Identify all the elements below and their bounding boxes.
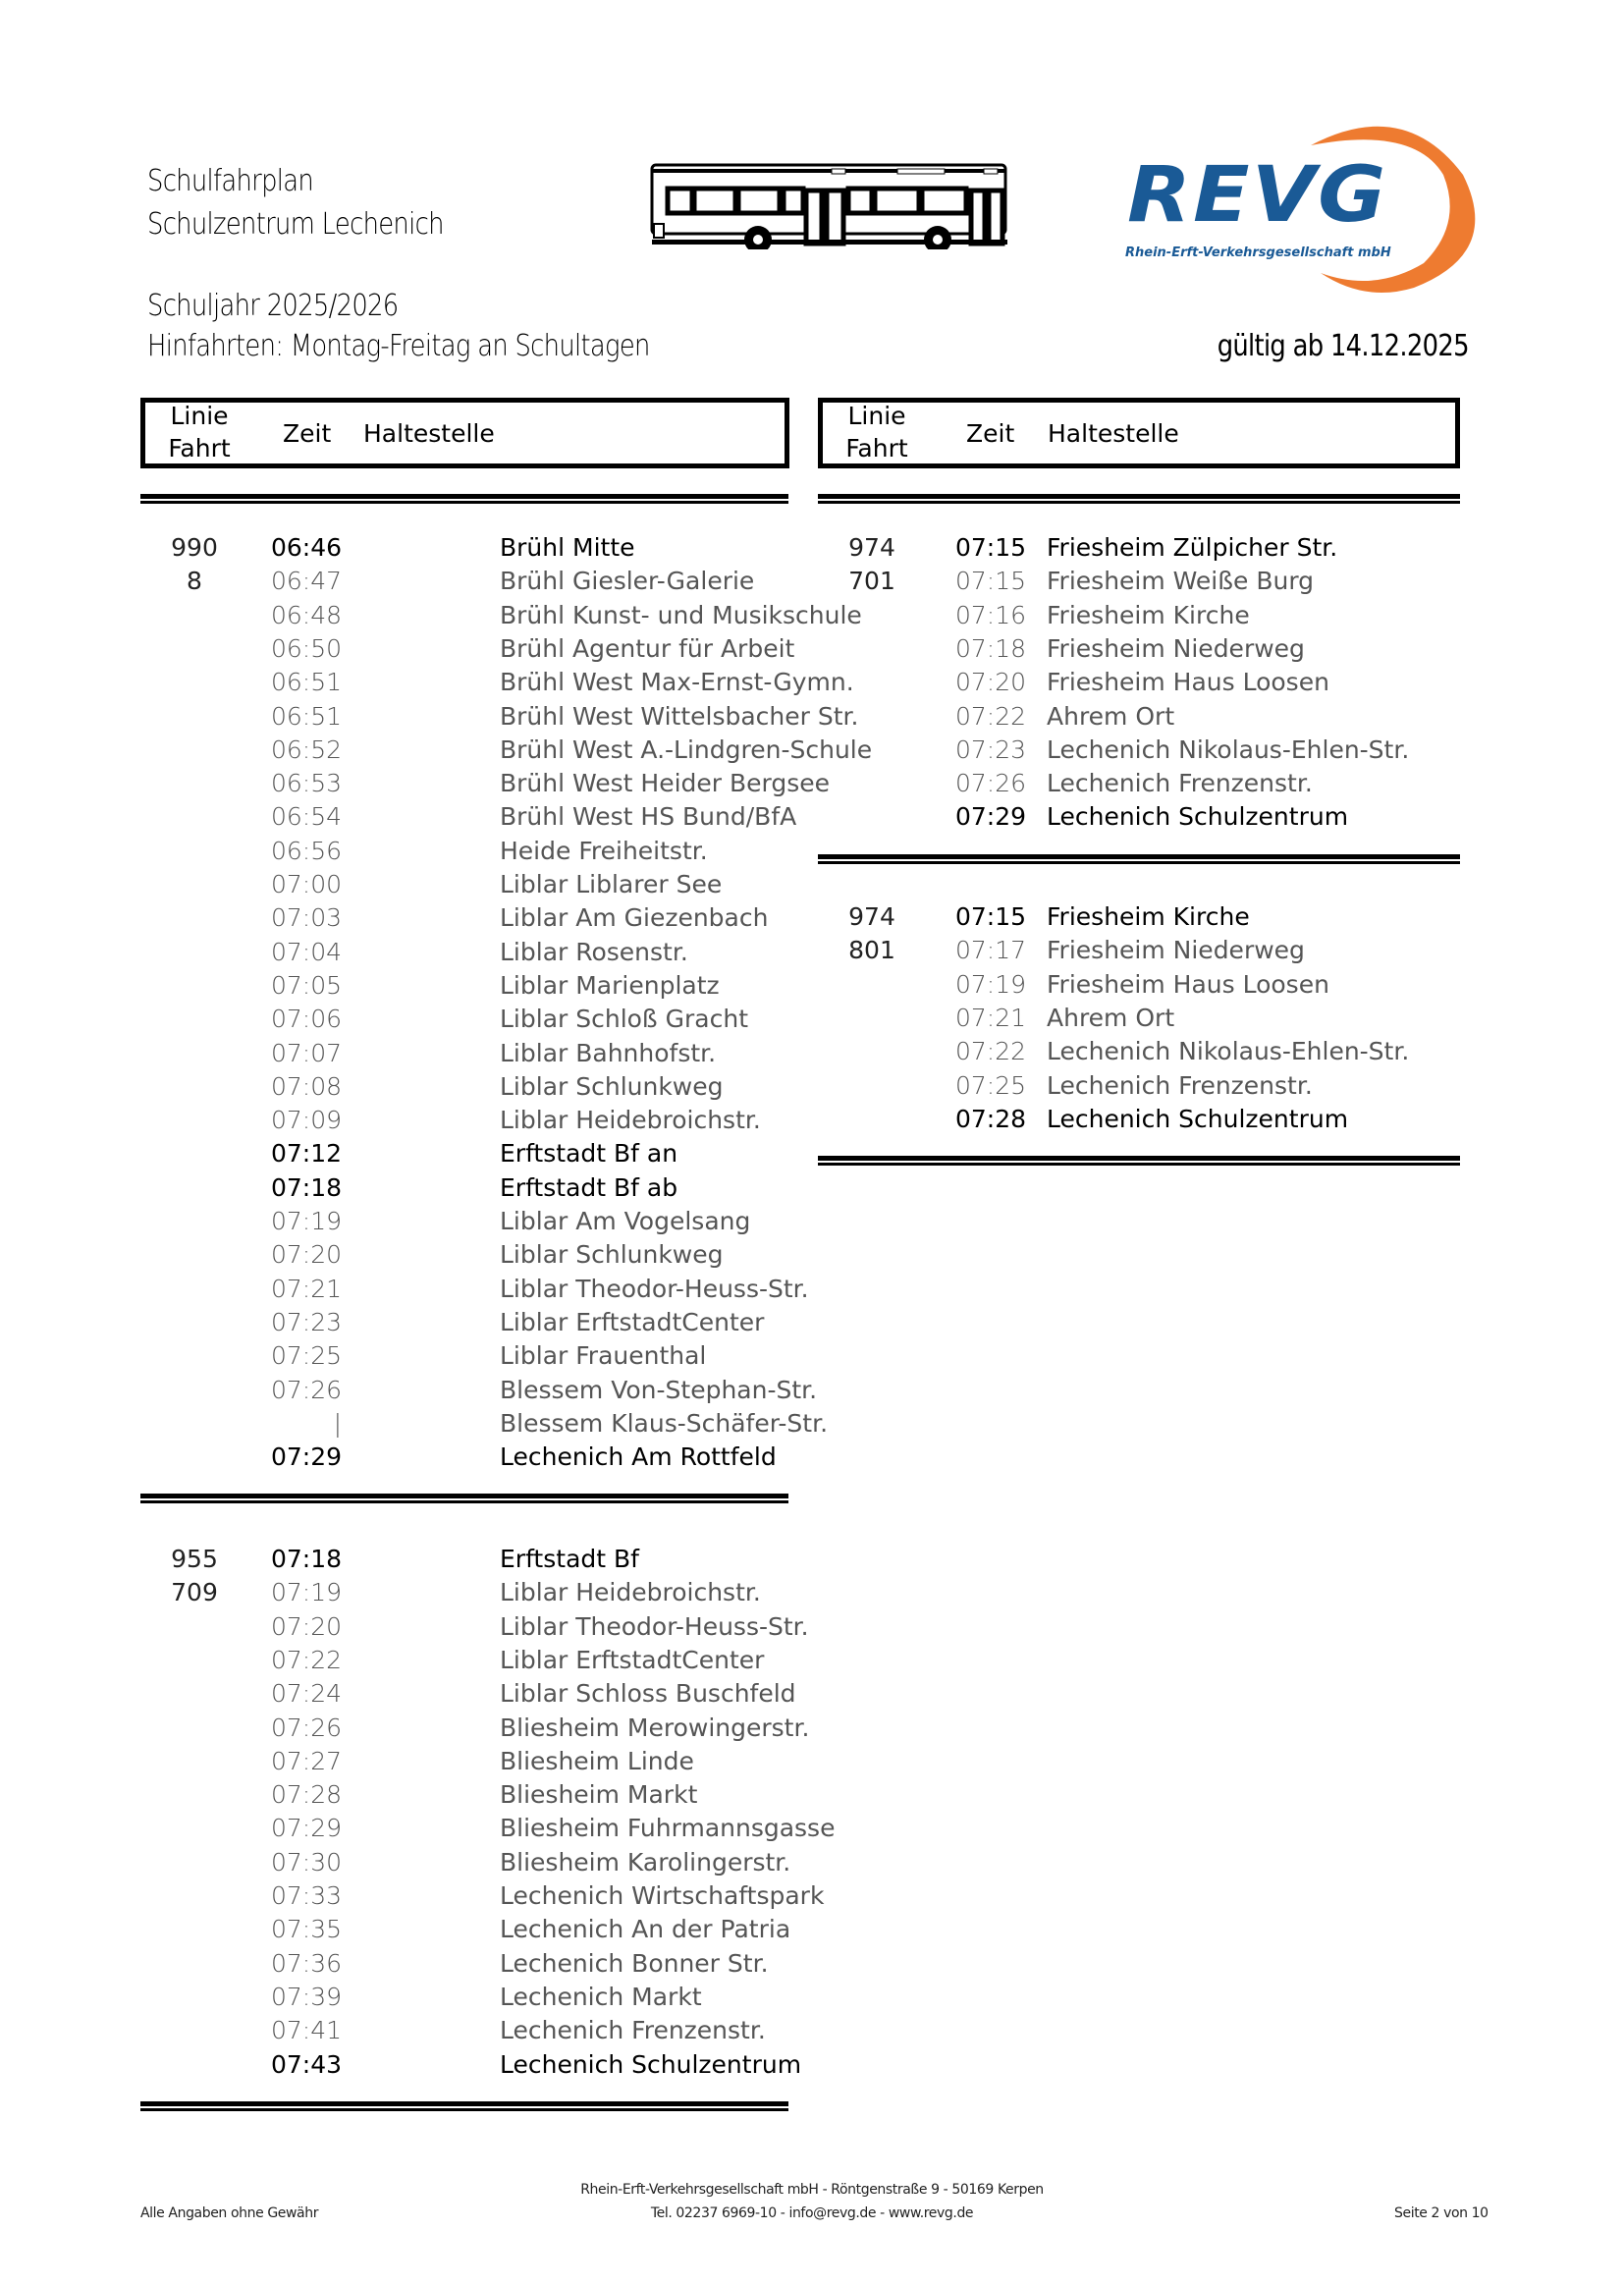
stop-name: Erftstadt Bf an bbox=[500, 1139, 678, 1169]
table-row bbox=[140, 1374, 818, 1407]
stop-name: Bliesheim Karolingerstr. bbox=[500, 1847, 791, 1877]
table-row bbox=[140, 1879, 825, 1913]
departure-time: 07:18 bbox=[270, 1172, 342, 1202]
departure-time: 07:30 bbox=[270, 1847, 342, 1877]
stop-name: Liblar Heidebroichstr. bbox=[500, 1106, 761, 1135]
departure-time: 07:19 bbox=[270, 1207, 342, 1235]
table-row bbox=[818, 531, 1460, 565]
table-row bbox=[140, 1003, 788, 1036]
block-divider bbox=[818, 1156, 1460, 1166]
table-row bbox=[140, 767, 831, 800]
table-row bbox=[140, 901, 788, 935]
stop-name: Lechenich Markt bbox=[500, 1982, 702, 2011]
departure-time: 07:26 bbox=[270, 1375, 342, 1404]
departure-time: 07:22 bbox=[270, 1645, 342, 1674]
table-row bbox=[818, 767, 1460, 800]
table-row bbox=[818, 800, 1460, 834]
departure-time: 07:19 bbox=[954, 969, 1026, 999]
departure-time: 07:17 bbox=[954, 936, 1026, 965]
stop-name: Friesheim Niederweg bbox=[1047, 936, 1305, 965]
stop-name: Lechenich An der Patria bbox=[500, 1915, 791, 1944]
table-row bbox=[140, 734, 873, 767]
table-row bbox=[140, 1171, 788, 1205]
stop-name: Blessem Von-Stephan-Str. bbox=[500, 1375, 818, 1404]
stop-name: Brühl Giesler-Galerie bbox=[500, 567, 755, 596]
departure-time: 07:27 bbox=[270, 1746, 342, 1775]
table-row bbox=[818, 1035, 1460, 1068]
table-row bbox=[140, 599, 862, 632]
stop-name: Liblar Rosenstr. bbox=[500, 937, 688, 966]
table-row bbox=[818, 734, 1460, 767]
table-row bbox=[140, 1543, 788, 1576]
stop-name: Lechenich Wirtschaftspark bbox=[500, 1881, 825, 1910]
stop-name: Lechenich Bonner Str. bbox=[500, 1948, 769, 1978]
table-row bbox=[140, 868, 788, 901]
table-row bbox=[140, 1104, 788, 1137]
stop-name: Friesheim Zülpicher Str. bbox=[1047, 533, 1338, 562]
stop-name: Bliesheim Merowingerstr. bbox=[500, 1713, 810, 1742]
stop-name: Friesheim Haus Loosen bbox=[1047, 668, 1329, 697]
stop-name: Liblar Theodor-Heuss-Str. bbox=[500, 1274, 809, 1303]
departure-time: 07:15 bbox=[954, 533, 1026, 562]
departure-time: 07:23 bbox=[270, 1307, 342, 1336]
table-row bbox=[140, 1644, 788, 1677]
stop-name: Liblar Bahnhofstr. bbox=[500, 1038, 717, 1067]
stop-name: Liblar Schloß Gracht bbox=[500, 1005, 748, 1034]
header-linie: Linie bbox=[170, 402, 229, 430]
table-row bbox=[140, 1712, 810, 1745]
departure-time: 06:56 bbox=[270, 836, 342, 865]
fahrt-number: 8 bbox=[187, 567, 202, 596]
departure-time: 07:18 bbox=[954, 633, 1026, 663]
departure-time: 07:19 bbox=[270, 1578, 342, 1607]
footer-address: Rhein-Erft-Verkehrsgesellschaft mbH - Röntgenstraße 9 - 50169 Kerpen bbox=[580, 2182, 1044, 2198]
block-divider bbox=[140, 1494, 788, 1503]
header-haltestelle: Haltestelle bbox=[363, 419, 495, 448]
departure-time: 07:24 bbox=[270, 1679, 342, 1709]
table-row bbox=[818, 968, 1460, 1002]
stop-name: Lechenich Frenzenstr. bbox=[1047, 769, 1313, 798]
departure-time: 07:20 bbox=[270, 1240, 342, 1270]
table-row bbox=[140, 1070, 788, 1104]
table-row bbox=[140, 1745, 788, 1778]
table-row bbox=[140, 1947, 788, 1981]
table-row bbox=[140, 1812, 836, 1845]
stop-name: Bliesheim Markt bbox=[500, 1780, 698, 1810]
block-divider bbox=[140, 2101, 788, 2111]
departure-time: 07:29 bbox=[270, 1442, 342, 1472]
table-row bbox=[140, 2048, 802, 2082]
departure-time: 07:16 bbox=[954, 600, 1026, 629]
fahrt-number: 701 bbox=[848, 567, 895, 596]
departure-time: 07:39 bbox=[270, 1982, 342, 2011]
column-header-left bbox=[140, 398, 789, 468]
table-row bbox=[140, 1238, 788, 1272]
table-row bbox=[140, 1610, 809, 1644]
logo-text: REVG bbox=[1127, 151, 1388, 240]
stop-name: Ahrem Ort bbox=[1047, 701, 1175, 731]
departure-time: 07:25 bbox=[270, 1341, 342, 1371]
stop-name: Liblar ErftstadtCenter bbox=[500, 1645, 765, 1674]
table-row bbox=[818, 700, 1460, 734]
table-row bbox=[140, 1339, 788, 1373]
stop-name: Brühl West A.-Lindgren-Schule bbox=[500, 734, 873, 764]
departure-time: 07:04 bbox=[270, 937, 342, 966]
stop-name: Liblar Heidebroichstr. bbox=[500, 1578, 761, 1607]
header-zeit: Zeit bbox=[283, 419, 332, 448]
departure-time: 07:22 bbox=[954, 701, 1026, 731]
table-row bbox=[140, 1037, 788, 1070]
table-row bbox=[140, 1441, 788, 1474]
stop-name: Liblar Schlunkweg bbox=[500, 1071, 724, 1101]
departure-time: 07:36 bbox=[270, 1948, 342, 1978]
logo-tagline: Rhein-Erft-Verkehrsgesellschaft mbH bbox=[1125, 245, 1391, 260]
table-row bbox=[140, 1778, 788, 1812]
departure-time: 07:21 bbox=[270, 1274, 342, 1303]
stop-name: Brühl West Wittelsbacher Str. bbox=[500, 701, 859, 731]
table-row bbox=[140, 936, 788, 969]
table-row bbox=[140, 1576, 788, 1609]
departure-time: | bbox=[333, 1408, 342, 1438]
departure-time: 07:00 bbox=[270, 870, 342, 898]
table-row bbox=[818, 1069, 1460, 1103]
header-linie: Linie bbox=[847, 402, 906, 430]
departure-time: 06:53 bbox=[270, 769, 342, 798]
stop-name: Bliesheim Fuhrmannsgasse bbox=[500, 1814, 836, 1843]
stop-name: Liblar Theodor-Heuss-Str. bbox=[500, 1611, 809, 1641]
header-haltestelle: Haltestelle bbox=[1048, 419, 1179, 448]
header-fahrt: Fahrt bbox=[845, 434, 908, 462]
departure-time: 07:41 bbox=[270, 2016, 342, 2045]
stop-name: Liblar Schloss Buschfeld bbox=[500, 1679, 796, 1709]
stop-name: Brühl Kunst- und Musikschule bbox=[500, 600, 862, 629]
table-row bbox=[140, 1846, 791, 1879]
table-row bbox=[140, 1981, 788, 2014]
stop-name: Ahrem Ort bbox=[1047, 1003, 1175, 1032]
table-row bbox=[818, 1103, 1460, 1136]
departure-time: 07:26 bbox=[270, 1713, 342, 1742]
departure-time: 07:29 bbox=[270, 1814, 342, 1843]
departure-time: 07:08 bbox=[270, 1071, 342, 1101]
departure-time: 06:47 bbox=[270, 567, 342, 596]
stop-name: Brühl Mitte bbox=[500, 533, 635, 562]
table-row bbox=[140, 2014, 788, 2047]
departure-time: 06:48 bbox=[270, 600, 342, 629]
departure-time: 07:06 bbox=[270, 1005, 342, 1034]
bus-icon bbox=[650, 161, 1011, 249]
linie-number: 990 bbox=[171, 533, 218, 562]
title-schulfahrplan: Schulfahrplan bbox=[147, 164, 314, 198]
fahrt-number: 709 bbox=[171, 1578, 218, 1607]
stop-name: Lechenich Nikolaus-Ehlen-Str. bbox=[1047, 1037, 1410, 1066]
stop-name: Liblar Am Vogelsang bbox=[500, 1207, 751, 1235]
table-row bbox=[818, 565, 1460, 598]
stop-name: Bliesheim Linde bbox=[500, 1746, 694, 1775]
stop-name: Friesheim Weiße Burg bbox=[1047, 567, 1315, 596]
departure-time: 07:20 bbox=[954, 668, 1026, 697]
departure-time: 07:21 bbox=[954, 1003, 1026, 1032]
linie-number: 974 bbox=[848, 902, 895, 931]
departure-time: 07:29 bbox=[954, 802, 1026, 832]
departure-time: 07:07 bbox=[270, 1038, 342, 1067]
stop-name: Brühl West HS Bund/BfA bbox=[500, 802, 797, 832]
stop-name: Lechenich Am Rottfeld bbox=[500, 1442, 777, 1472]
table-row bbox=[818, 632, 1460, 666]
footer-contact: Tel. 02237 6969-10 - info@revg.de - www.revg.de bbox=[650, 2205, 974, 2221]
stop-name: Friesheim Niederweg bbox=[1047, 633, 1305, 663]
header-linie-fahrt bbox=[823, 400, 931, 464]
table-row bbox=[140, 1407, 829, 1441]
linie-number: 974 bbox=[848, 533, 895, 562]
stop-name: Friesheim Kirche bbox=[1047, 600, 1250, 629]
header-linie-fahrt bbox=[145, 400, 253, 464]
departure-time: 07:09 bbox=[270, 1106, 342, 1135]
departure-time: 07:05 bbox=[270, 970, 342, 1000]
table-row bbox=[818, 934, 1460, 967]
table-row bbox=[818, 599, 1460, 632]
stop-name: Lechenich Schulzentrum bbox=[1047, 1104, 1349, 1133]
stop-name: Lechenich Nikolaus-Ehlen-Str. bbox=[1047, 734, 1410, 764]
table-row bbox=[818, 1002, 1460, 1035]
title-school: Schulzentrum Lechenich bbox=[147, 207, 444, 242]
stop-name: Liblar Liblarer See bbox=[500, 870, 723, 898]
departure-time: 07:12 bbox=[270, 1139, 342, 1169]
table-row bbox=[140, 1677, 796, 1711]
table-row bbox=[140, 1137, 788, 1170]
table-row bbox=[140, 1205, 788, 1238]
school-year: Schuljahr 2025/2026 bbox=[147, 289, 399, 323]
table-row bbox=[818, 900, 1460, 934]
departure-time: 06:52 bbox=[270, 734, 342, 764]
stop-name: Brühl Agentur für Arbeit bbox=[500, 633, 795, 663]
departure-time: 07:33 bbox=[270, 1881, 342, 1910]
table-row bbox=[140, 1913, 791, 1946]
table-row bbox=[140, 700, 859, 734]
stop-name: Friesheim Kirche bbox=[1047, 902, 1250, 931]
departure-time: 07:18 bbox=[270, 1545, 342, 1573]
departure-time: 06:51 bbox=[270, 668, 342, 697]
linie-number: 955 bbox=[171, 1545, 218, 1573]
departure-time: 06:51 bbox=[270, 701, 342, 731]
table-row bbox=[140, 531, 788, 565]
departure-time: 07:28 bbox=[270, 1780, 342, 1810]
departure-time: 06:46 bbox=[270, 533, 342, 562]
stop-name: Lechenich Frenzenstr. bbox=[1047, 1070, 1313, 1100]
stop-name: Erftstadt Bf bbox=[500, 1545, 639, 1573]
departure-time: 07:23 bbox=[954, 734, 1026, 764]
departure-time: 07:22 bbox=[954, 1037, 1026, 1066]
table-row bbox=[140, 666, 854, 699]
table-row bbox=[140, 800, 797, 834]
stop-name: Liblar Marienplatz bbox=[500, 970, 720, 1000]
departure-time: 07:26 bbox=[954, 769, 1026, 798]
fahrt-number: 801 bbox=[848, 936, 895, 965]
departure-time: 07:03 bbox=[270, 903, 342, 933]
divider bbox=[140, 494, 788, 504]
table-row bbox=[140, 632, 795, 666]
departure-time: 07:20 bbox=[270, 1611, 342, 1641]
block-divider bbox=[818, 854, 1460, 864]
table-row bbox=[140, 969, 788, 1003]
stop-name: Liblar Schlunkweg bbox=[500, 1240, 724, 1270]
table-row bbox=[140, 835, 788, 868]
table-row bbox=[140, 1273, 809, 1306]
column-header-right bbox=[818, 398, 1460, 468]
departure-time: 07:25 bbox=[954, 1070, 1026, 1100]
table-row bbox=[140, 565, 788, 598]
departure-time: 07:35 bbox=[270, 1915, 342, 1944]
stop-name: Heide Freiheitstr. bbox=[500, 836, 708, 865]
stop-name: Liblar ErftstadtCenter bbox=[500, 1307, 765, 1336]
departure-time: 07:28 bbox=[954, 1104, 1026, 1133]
stop-name: Lechenich Frenzenstr. bbox=[500, 2016, 766, 2045]
departure-time: 07:43 bbox=[270, 2049, 342, 2079]
stop-name: Lechenich Schulzentrum bbox=[500, 2049, 802, 2079]
stop-name: Brühl West Heider Bergsee bbox=[500, 769, 831, 798]
footer-page: Seite 2 von 10 bbox=[1394, 2205, 1489, 2221]
stop-name: Brühl West Max-Ernst-Gymn. bbox=[500, 668, 854, 697]
stop-name: Blessem Klaus-Schäfer-Str. bbox=[500, 1408, 829, 1438]
departure-time: 06:50 bbox=[270, 633, 342, 663]
revg-logo bbox=[1119, 116, 1483, 302]
subtitle-hinfahrten: Hinfahrten: Montag-Freitag an Schultagen bbox=[147, 329, 650, 363]
departure-time: 07:15 bbox=[954, 567, 1026, 596]
departure-time: 07:15 bbox=[954, 902, 1026, 931]
table-row bbox=[818, 666, 1460, 699]
header-zeit: Zeit bbox=[966, 419, 1015, 448]
stop-name: Lechenich Schulzentrum bbox=[1047, 802, 1349, 832]
stop-name: Erftstadt Bf ab bbox=[500, 1172, 678, 1202]
table-row bbox=[140, 1306, 788, 1339]
departure-time: 06:54 bbox=[270, 802, 342, 832]
stop-name: Liblar Am Giezenbach bbox=[500, 903, 769, 933]
divider bbox=[818, 494, 1460, 504]
footer-disclaimer: Alle Angaben ohne Gewähr bbox=[140, 2205, 319, 2221]
stop-name: Liblar Frauenthal bbox=[500, 1341, 707, 1371]
valid-from: gültig ab 14.12.2025 bbox=[1217, 329, 1469, 363]
stop-name: Friesheim Haus Loosen bbox=[1047, 969, 1329, 999]
header-fahrt: Fahrt bbox=[168, 434, 231, 462]
